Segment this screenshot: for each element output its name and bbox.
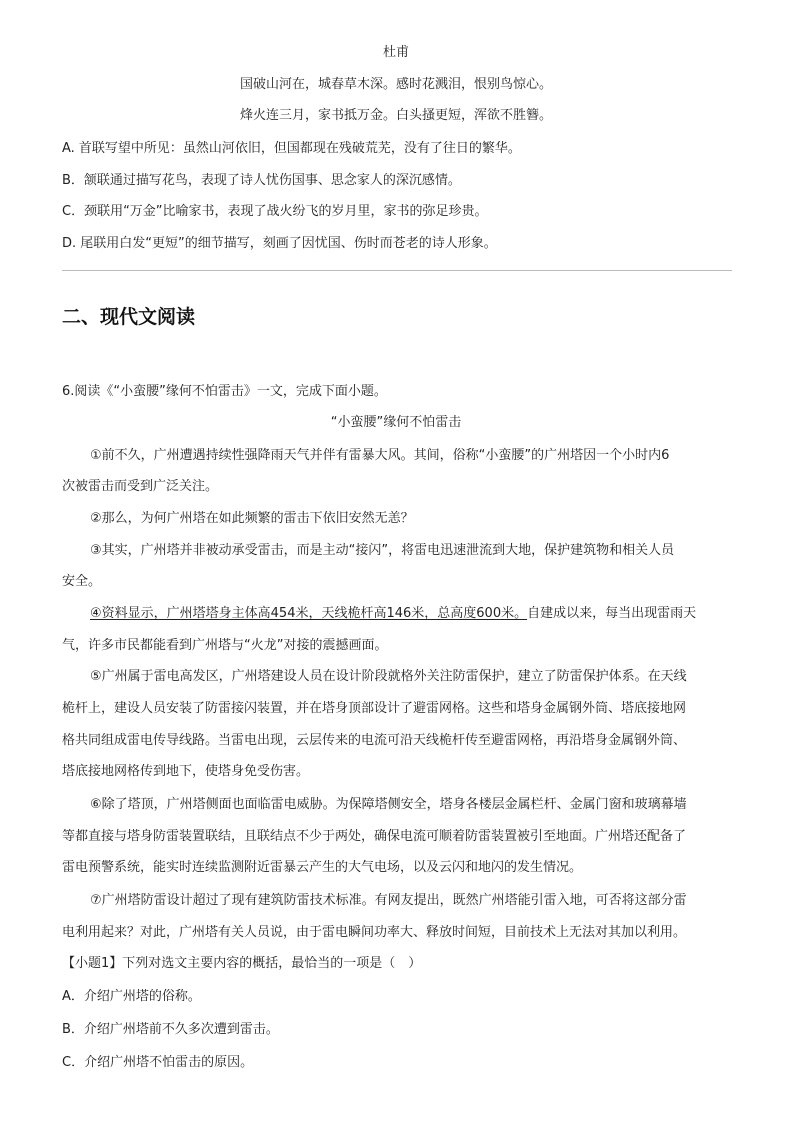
paragraph-1-line-2: 次被雷击而受到广泛关注。 — [62, 479, 219, 494]
paragraph-1-line-1: ①前不久，广州遭遇持续性强降雨天气并伴有雷暴大风。其间，俗称“小蛮腰”的广州塔因一个小时内6 — [90, 448, 670, 463]
poem-line-2: 烽火连三月，家书抵万金。白头搔更短，浑欲不胜簪。 — [239, 108, 552, 123]
section-divider — [62, 270, 732, 271]
article-title: “小蛮腰”缘何不怕雷击 — [330, 415, 462, 430]
subquestion-1: 【小题1】下列对选文主要内容的概括，最恰当的一项是（ ） — [62, 956, 422, 971]
paragraph-4-rest: 自建成以来，每当出现雷雨天 — [527, 606, 697, 621]
option-a: A. 首联写望中所见：虽然山河依旧，但国都现在残破荒芜，没有了往日的繁华。 — [62, 141, 521, 156]
subquestion-1-option-c: C．介绍广州塔不怕雷击的原因。 — [62, 1055, 254, 1070]
paragraph-7-line-2: 电利用起来？对此，广州塔有关人员说，由于雷电瞬间功率大、释放时间短，目前技术上无法对其加以利用。 — [62, 925, 687, 940]
poem-author: 杜甫 — [382, 45, 409, 60]
option-d: D. 尾联用白发“更短”的细节描写，刻画了因忧国、伤时而苍老的诗人形象。 — [62, 236, 497, 251]
paragraph-4-underlined: ④资料显示，广州塔塔身主体高454米，天线桅杆高146米，总高度600米。 — [90, 606, 528, 621]
poem-line-1: 国破山河在，城春草木深。感时花溅泪，恨别鸟惊心。 — [239, 77, 552, 92]
paragraph-7-line-1: ⑦广州塔防雷设计超过了现有建筑防雷技术标准。有网友提出，既然广州塔能引雷入地，可否将这部分雷 — [90, 893, 687, 908]
option-c: C．颈联用“万金”比喻家书，表现了战火纷飞的岁月里，家书的弥足珍贵。 — [62, 204, 488, 219]
paragraph-4-line-2: 气，许多市民都能看到广州塔与“火龙”对接的震撼画面。 — [62, 638, 388, 653]
paragraph-5-line-1: ⑤广州属于雷电高发区，广州塔建设人员在设计阶段就格外关注防雷保护，建立了防雷保护体系。在天线 — [90, 669, 687, 684]
option-b: B．颔联通过描写花鸟，表现了诗人忧伤国事、思念家人的深沉感情。 — [62, 173, 461, 188]
paragraph-6-line-1: ⑥除了塔顶，广州塔侧面也面临雷电威胁。为保障塔侧安全，塔身各楼层金属栏杆、金属门窗和玻璃幕墙 — [90, 797, 687, 812]
paragraph-5-line-4: 塔底接地网格传到地下，使塔身免受伤害。 — [62, 764, 310, 779]
paragraph-3-line-2: 安全。 — [62, 574, 102, 589]
paragraph-6-line-3: 雷电预警系统，能实时连续监测附近雷暴云产生的大气电场，以及云闪和地闪的发生情况。 — [62, 860, 583, 875]
paragraph-6-line-2: 等都直接与塔身防雷装置联结，且联结点不少于两处，确保电流可顺着防雷装置被引至地面。广州塔还配备了 — [62, 829, 687, 844]
subquestion-1-option-a: A．介绍广州塔的俗称。 — [62, 989, 201, 1004]
paragraph-5-line-3: 格共同组成雷电传导线路。当雷电出现，云层传来的电流可沿天线桅杆传至避雷网格，再沿塔身金属钢外筒、 — [62, 733, 687, 748]
paragraph-4-line-1 — [90, 605, 696, 623]
paragraph-5-line-2: 桅杆上，建设人员安装了防雷接闪装置，并在塔身顶部设计了避雷网格。这些和塔身金属钢外筒、塔底接地网 — [62, 701, 687, 716]
paragraph-3-line-1: ③其实，广州塔并非被动承受雷击，而是主动“接闪”，将雷电迅速泄流到大地，保护建筑物和相关人员 — [90, 543, 675, 558]
section-title: 二、现代文阅读 — [62, 306, 196, 328]
paragraph-2: ②那么，为何广州塔在如此频繁的雷击下依旧安然无恙？ — [90, 511, 414, 526]
subquestion-1-option-b: B．介绍广州塔前不久多次遭到雷击。 — [62, 1022, 279, 1037]
question-6-intro: 6.阅读《“小蛮腰”缘何不怕雷击》一文，完成下面小题。 — [62, 384, 387, 399]
